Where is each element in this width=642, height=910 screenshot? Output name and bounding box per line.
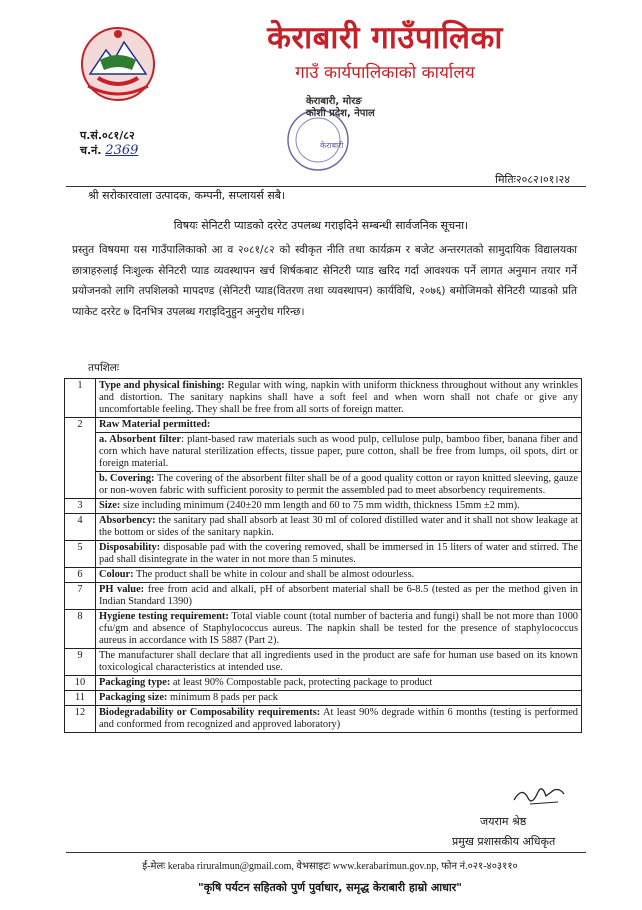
row-body: the sanitary pad shall absorb at least 30 ml of colored distilled water and it shall not show leakage at the bottom or sides of the sanitary napkin. [99, 515, 578, 538]
row-text [96, 691, 582, 706]
table-row [65, 433, 582, 472]
row-heading: Biodegradability or Composability requirements: [99, 707, 321, 718]
row-number: 6 [65, 568, 96, 583]
municipality-title: केराबारी गाउँपालिका [267, 20, 503, 56]
table-row [65, 706, 582, 733]
addressee: श्री सरोकारवाला उत्पादक, कम्पनी, सप्लायर्स सबै। [88, 189, 286, 202]
row-number: 12 [65, 706, 96, 733]
row-number: 5 [65, 541, 96, 568]
row-body: at least 90% Compostable pack, protecting package to product [170, 677, 433, 688]
table-row [65, 499, 582, 514]
row-heading: PH value: [99, 584, 145, 595]
row-heading: Absorbency: [99, 515, 156, 526]
row-number: 9 [65, 649, 96, 676]
table-row [65, 568, 582, 583]
specification-table [64, 378, 582, 733]
row-text [96, 418, 582, 433]
row-body: free from acid and alkali, pH of absorbent material shall be 6-8.5 (tested as per the method given in Indian Standard 1390) [99, 584, 578, 607]
row-number: 3 [65, 499, 96, 514]
row-body: size including minimum (240±20 mm length and 60 to 75 mm width, thickness 15mm ±2 mm). [120, 500, 520, 511]
row-number: 4 [65, 514, 96, 541]
row-number: 1 [65, 379, 96, 418]
svg-text:कोशी प्रदेश, नेपाल: कोशी प्रदेश, नेपाल [306, 108, 375, 119]
row-number: 10 [65, 676, 96, 691]
ref-ps [80, 128, 135, 143]
row-text: The manufacturer shall declare that all ingredients used in the product are safe for human use based on its known toxicological characteristics at intended use. [96, 649, 582, 676]
row-heading: a. Absorbent filter [99, 434, 182, 445]
row-heading: Raw Material permitted: [99, 419, 211, 430]
table-row [65, 379, 582, 418]
row-number: 11 [65, 691, 96, 706]
row-text [96, 499, 582, 514]
nepal-emblem-logo [76, 20, 160, 104]
ref-cn-value: 2369 [105, 143, 139, 158]
row-body: : plant-based raw materials such as wood pulp, cellulose pulp, bamboo fiber, banana fiber and corn which have natural sterilization effects, tissue paper, pure cotton, shall be free from lumps, oil spots, dirt or foreign material. [99, 434, 578, 469]
row-text [96, 433, 582, 472]
office-subtitle: गाउँ कार्यपालिकाको कार्यालय [295, 63, 475, 83]
table-row [65, 514, 582, 541]
row-number: 8 [65, 610, 96, 649]
letter-date: मितिः२०८२।०१।२४ [495, 173, 570, 186]
row-text [96, 583, 582, 610]
row-body: The covering of the absorbent filter shall be of a good quality cotton or rayon knitted sleeving, gauze or non-woven fabric with sufficient porosity to permit the assembled pad to meet absorbency requirements. [99, 473, 578, 496]
footer-divider [66, 852, 586, 853]
row-body: minimum 8 pads per pack [167, 692, 278, 703]
row-heading: Packaging size: [99, 692, 168, 703]
row-text [96, 706, 582, 733]
row-heading: Type and physical finishing: [99, 380, 225, 391]
body-paragraph: प्रस्तुत विषयमा यस गाउँपालिकाको आ व २०८१/८२ को स्वीकृत नीति तथा कार्यक्रम र बजेट अन्तरगतको सामुदायिक विद्यालयका छात्राहरुलाई निःशुल्क सेनिटरी प्याड व्यवस्थापन खर्च शिर्षकबाट सेनिटरी प्याड खरिद गर्दा आवश्यक पर्ने लागत अनुमान तयार गर्ने प्रयोजनको लागि तपशिलको मापदण्ड (सेनिटरी प्याड(वितरण तथा व्यवस्थापन) कार्यविधि, २०७६) बमोजिमको सेनिटरी प्याडको प्रति प्याकेट दररेट ७ दिनभित्र उपलब्ध गराइदिनुहुन अनुरोध गरिन्छ। [72, 244, 577, 318]
row-heading: Packaging type: [99, 677, 171, 688]
signatory-name: जयराम श्रेष्ठ [480, 815, 527, 828]
table-row [65, 583, 582, 610]
table-row [65, 676, 582, 691]
handwritten-signature [510, 782, 570, 808]
table-row [65, 649, 582, 676]
row-body: Total viable count (total number of bacteria and fungi) shall be not more than 1000 cfu/gm and absence of Staphylococcus aureus. The napkin shall be tested for the presence of staphylococcus aureus in accordance with IS 5887 (Part 2). [99, 611, 579, 646]
row-number: 7 [65, 583, 96, 610]
tapsil-label: तपशिलः [88, 362, 120, 374]
row-heading: Disposability: [99, 542, 161, 553]
table-row [65, 472, 582, 499]
row-heading: Hygiene testing requirement: [99, 611, 229, 622]
row-body: disposable pad with the covering removed, shall be immersed in 15 liters of water and stirred. The pad shall disintegrate in the water in not more than 5 minutes. [99, 542, 578, 565]
table-row [65, 691, 582, 706]
office-stamp [276, 92, 388, 174]
row-body: Regular with wing, napkin with uniform thickness throughout without any wrinkles and distortion. The sanitary napkins shall have a soft feel and when worn shall not chafe or give any uncomfortable feeling. They shall be free from all sorts of foreign matter. [99, 380, 579, 415]
footer-contact: ई-मेलः keraba riruralmun@gmail.com, वेभसाइटः www.kerabarimun.gov.np, फोन नं.०२१-४०३११० [142, 861, 518, 872]
signatory-title: प्रमुख प्रशासकीय अधिकृत [452, 835, 556, 848]
row-text [96, 541, 582, 568]
row-body: The product shall be white in colour and shall be almost odourless. [133, 569, 415, 580]
row-text [96, 379, 582, 418]
svg-text:केराबारी: केराबारी [320, 141, 344, 150]
row-text [96, 568, 582, 583]
table-row [65, 541, 582, 568]
ref-cn [80, 143, 138, 158]
table-row [65, 418, 582, 433]
subject-line: विषयः सेनिटरी प्याडको दररेट उपलब्ध गराइदिने सम्बन्धी सार्वजनिक सूचना। [173, 219, 469, 232]
row-heading: b. Covering: [99, 473, 155, 484]
svg-text:केराबारी, मोरङ: केराबारी, मोरङ [306, 96, 362, 107]
row-text [96, 676, 582, 691]
row-number: 2 [65, 418, 96, 499]
row-body: At least 90% degrade within 6 months (testing is performed and conformed from recognized and approved laboratory) [99, 707, 579, 730]
ref-ps-label: प.सं. [80, 129, 103, 142]
ref-cn-label: च.नं. [80, 144, 102, 157]
footer-motto: "कृषि पर्यटन सहितको पुर्ण पुर्वाधार, समृद्ध केराबारी हाम्रो आधार" [198, 881, 462, 894]
row-text [96, 610, 582, 649]
row-text [96, 472, 582, 499]
table-row [65, 610, 582, 649]
row-heading: Size: [99, 500, 121, 511]
row-text [96, 514, 582, 541]
ref-ps-value: ०८१/८२ [102, 129, 135, 142]
header-divider [66, 186, 586, 187]
row-heading: Colour: [99, 569, 134, 580]
